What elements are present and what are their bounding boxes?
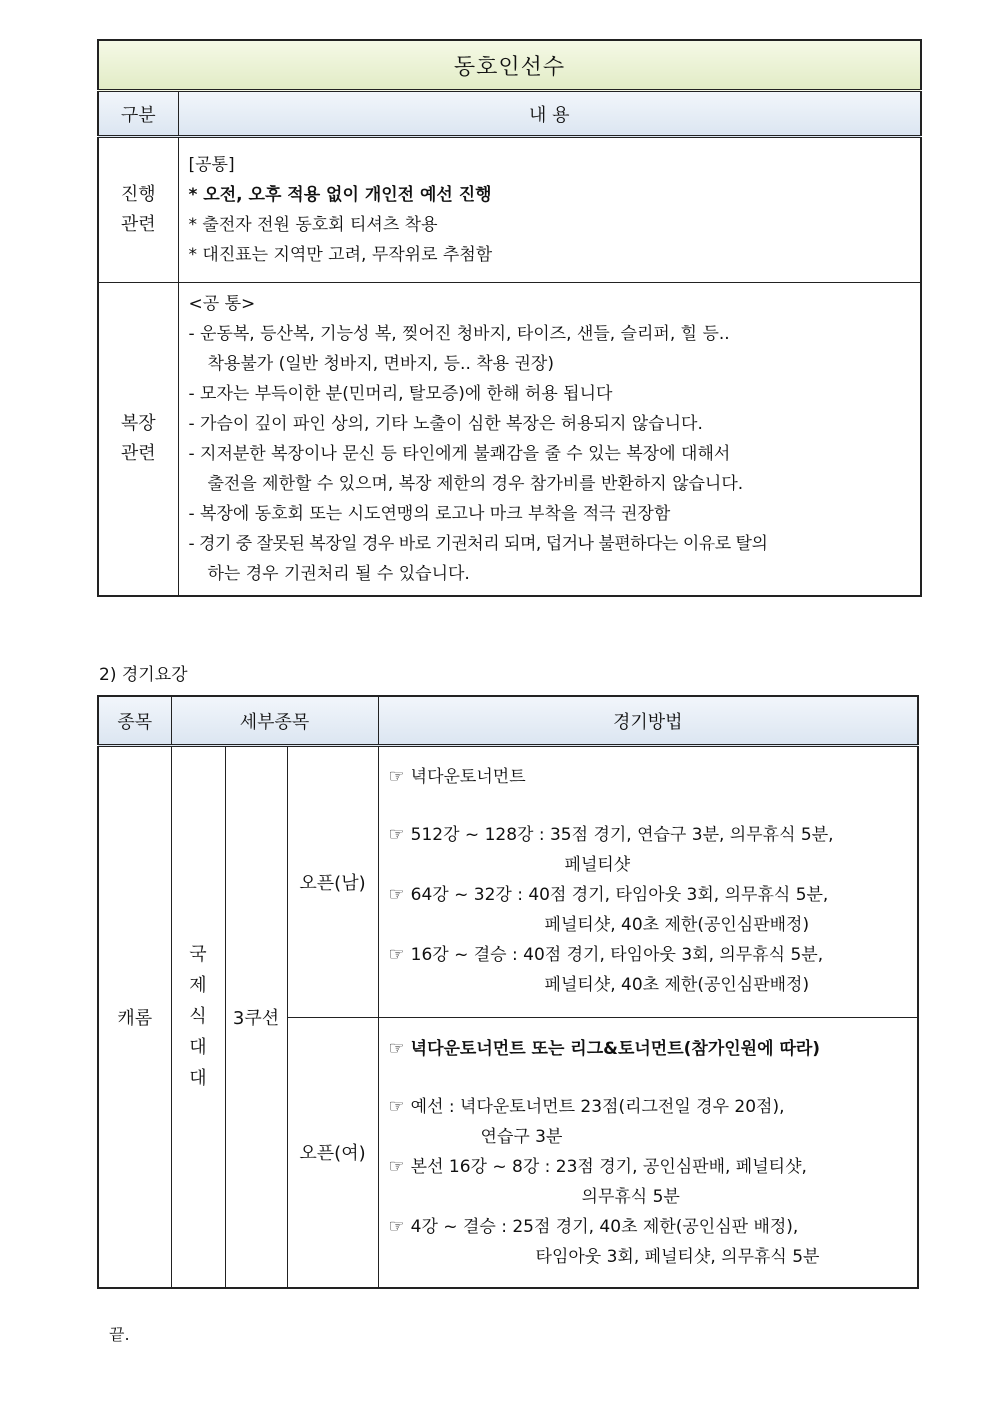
list-item: - 복장에 동호회 또는 시도연맹의 로고나 마크 부착을 적극 권장함 <box>188 504 671 524</box>
format: 녁다운토너먼트 또는 리그&토너먼트(참가인원에 따라) <box>410 1039 821 1059</box>
list-item: - 가슴이 깊이 파인 상의, 기타 노출이 심한 복장은 허용되지 않습니다. <box>188 414 703 434</box>
table-title: 동호인선수 <box>98 40 921 91</box>
rule-text: 예선 : 녁다운토너먼트 23점(리그전일 경우 20점), <box>410 1097 785 1117</box>
rule-text: 64강 ~ 32강 : 40점 경기, 타임아웃 3회, 의무휴식 5분, <box>410 885 829 905</box>
list-item: 착용불가 (일반 청바지, 면바지, 등.. 착용 권장) <box>207 354 554 374</box>
pointing-hand-icon: ☞ <box>388 944 405 965</box>
list-item: * 오전, 오후 적용 없이 개인전 예선 진행 <box>188 185 492 205</box>
list-item: * 출전자 전원 동호회 티셔츠 착용 <box>188 215 438 235</box>
method-men <box>378 746 918 1018</box>
common-heading: [공통] <box>188 155 235 175</box>
list-item: 출전을 제한할 수 있으며, 복장 제한의 경우 참가비를 반환하지 않습니다. <box>207 474 744 494</box>
pointing-hand-icon: ☞ <box>388 1096 405 1117</box>
list-item: * 대진표는 지역만 고려, 무작위로 추첨함 <box>188 245 493 265</box>
rule-cont: 페널티샷, 40초 제한(공인심판배정) <box>544 915 810 935</box>
sub-event: 국 제 식 대 대 <box>171 746 225 1288</box>
pointing-hand-icon: ☞ <box>388 884 405 905</box>
player-rules-table <box>97 39 922 597</box>
closing-text: 끝. <box>109 1325 130 1344</box>
pointing-hand-icon: ☞ <box>388 824 405 845</box>
row-label-attire: 복장 관련 <box>98 283 178 597</box>
list-item: - 지저분한 복장이나 문신 등 타인에게 불쾌감을 줄 수 있는 복장에 대해서 <box>188 444 731 464</box>
division-women: 오픈(여) <box>287 1018 378 1288</box>
rule-cont: 타임아웃 3회, 페널티샷, 의무휴식 5분 <box>535 1247 820 1267</box>
progress-content <box>178 137 921 283</box>
list-item: - 운동복, 등산복, 기능성 복, 찢어진 청바지, 타이즈, 샌들, 슬리퍼, 힐 등.. <box>188 324 730 344</box>
list-item: - 모자는 부득이한 분(민머리, 탈모증)에 한해 허용 됩니다 <box>188 384 613 404</box>
list-item: - 경기 중 잘못된 복장일 경우 바로 기권처리 되며, 덥거나 불편하다는 이유로 탈의 <box>188 534 768 554</box>
header-method: 경기방법 <box>378 696 918 746</box>
pointing-hand-icon: ☞ <box>388 766 405 787</box>
header-content: 내 용 <box>178 91 921 137</box>
method-women <box>378 1018 918 1288</box>
pointing-hand-icon: ☞ <box>388 1216 405 1237</box>
list-item: 하는 경우 기권처리 될 수 있습니다. <box>207 564 470 584</box>
rule-cont: 의무휴식 5분 <box>581 1187 680 1207</box>
rule-cont: 페널티샷 <box>564 855 631 875</box>
header-sub-event: 세부종목 <box>171 696 378 746</box>
rule-cont: 페널티샷, 40초 제한(공인심판배정) <box>544 975 810 995</box>
rule-text: 4강 ~ 결승 : 25점 경기, 40초 제한(공인심판 배정), <box>410 1217 799 1237</box>
rule-text: 512강 ~ 128강 : 35점 경기, 연습구 3분, 의무휴식 5분, <box>410 825 834 845</box>
competition-table <box>97 695 919 1289</box>
event-name: 캐롬 <box>98 746 171 1288</box>
format: 녁다운토너먼트 <box>410 767 526 787</box>
common-heading: <공 통> <box>188 294 256 314</box>
attire-content <box>178 283 921 597</box>
header-event: 종목 <box>98 696 171 746</box>
pointing-hand-icon: ☞ <box>388 1156 405 1177</box>
pointing-hand-icon: ☞ <box>388 1038 405 1059</box>
rule-text: 16강 ~ 결승 : 40점 경기, 타임아웃 3회, 의무휴식 5분, <box>410 945 824 965</box>
rule-text: 본선 16강 ~ 8강 : 23점 경기, 공인심판배, 페널티샷, <box>410 1157 807 1177</box>
discipline: 3쿠션 <box>225 746 287 1288</box>
section-title: 2) 경기요강 <box>99 665 188 685</box>
row-label-progress: 진행 관련 <box>98 137 178 283</box>
division-men: 오픈(남) <box>287 746 378 1018</box>
rule-cont: 연습구 3분 <box>480 1127 563 1147</box>
header-category: 구분 <box>98 91 178 137</box>
